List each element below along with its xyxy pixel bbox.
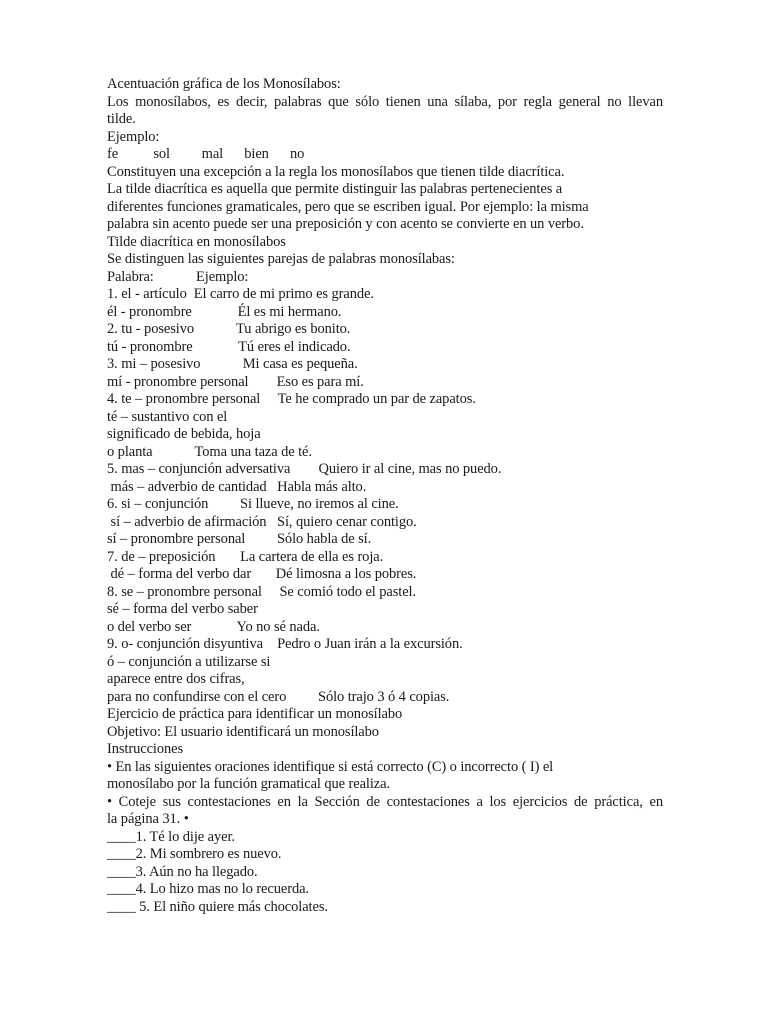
- example-words: fe sol mal bien no: [107, 146, 305, 162]
- text-line: Los monosílabos, es decir, palabras que sólo tienen una sílaba, por regla general no llevan: [107, 94, 663, 110]
- text-line: Se distinguen las siguientes parejas de palabras monosílabas:: [107, 251, 455, 267]
- pair-line: tú - pronombre Tú eres el indicado.: [107, 339, 351, 355]
- text-line: diferentes funciones gramaticales, pero que se escriben igual. Por ejemplo: la misma: [107, 199, 589, 215]
- instruction-text: monosílabo por la función gramatical que realiza.: [107, 776, 390, 792]
- pair-line: 9. o- conjunción disyuntiva Pedro o Juan irán a la excursión.: [107, 636, 463, 652]
- text-line: tilde.: [107, 111, 136, 127]
- pair-line: 6. si – conjunción Si llueve, no iremos al cine.: [107, 496, 399, 512]
- text-line: Ejemplo:: [107, 129, 160, 145]
- pair-line: dé – forma del verbo dar Dé limosna a los pobres.: [107, 566, 417, 582]
- pair-line: sí – adverbio de afirmación Sí, quiero cenar contigo.: [107, 514, 417, 530]
- pair-line: mí - pronombre personal Eso es para mí.: [107, 374, 364, 390]
- pair-line: 5. mas – conjunción adversativa Quiero ir al cine, mas no puedo.: [107, 461, 502, 477]
- instructions-heading: Instrucciones: [107, 741, 184, 757]
- pair-line: 7. de – preposición La cartera de ella es roja.: [107, 549, 384, 565]
- exercise-item: ____2. Mi sombrero es nuevo.: [107, 846, 282, 862]
- pair-line: 1. el - artículo El carro de mi primo es grande.: [107, 286, 374, 302]
- pair-line: sí – pronombre personal Sólo habla de sí.: [107, 531, 372, 547]
- exercise-item: ____3. Aún no ha llegado.: [107, 864, 258, 880]
- text-line: La tilde diacrítica es aquella que permite distinguir las palabras pertenecientes a: [107, 181, 563, 197]
- pair-line: sé – forma del verbo saber: [107, 601, 258, 617]
- exercise-heading: Ejercicio de práctica para identificar un monosílabo: [107, 706, 403, 722]
- pair-line: 3. mi – posesivo Mi casa es pequeña.: [107, 356, 358, 372]
- pair-line: él - pronombre Él es mi hermano.: [107, 304, 342, 320]
- pair-line: o planta Toma una taza de té.: [107, 444, 312, 460]
- exercise-item: ____ 5. El niño quiere más chocolates.: [107, 899, 328, 915]
- pair-line: para no confundirse con el cero Sólo trajo 3 ó 4 copias.: [107, 689, 450, 705]
- text-line: palabra sin acento puede ser una preposición y con acento se convierte en un verbo.: [107, 216, 584, 232]
- section-heading: Tilde diacrítica en monosílabos: [107, 234, 286, 250]
- instruction-bullet: • En las siguientes oraciones identifique si está correcto (C) o incorrecto ( I) el: [107, 759, 554, 775]
- document-title: Acentuación gráfica de los Monosílabos:: [107, 76, 341, 92]
- pair-line: ó – conjunción a utilizarse si: [107, 654, 271, 670]
- pair-line: más – adverbio de cantidad Habla más alto.: [107, 479, 367, 495]
- pair-line: 4. te – pronombre personal Te he comprado un par de zapatos.: [107, 391, 476, 407]
- exercise-item: ____4. Lo hizo mas no lo recuerda.: [107, 881, 309, 897]
- pair-line: té – sustantivo con el: [107, 409, 228, 425]
- pair-line: 8. se – pronombre personal Se comió todo el pastel.: [107, 584, 417, 600]
- text-line: Constituyen una excepción a la regla los monosílabos que tienen tilde diacrítica.: [107, 164, 565, 180]
- pair-line: significado de bebida, hoja: [107, 426, 261, 442]
- exercise-item: ____1. Té lo dije ayer.: [107, 829, 235, 845]
- pair-line: o del verbo ser Yo no sé nada.: [107, 619, 320, 635]
- objective-line: Objetivo: El usuario identificará un monosílabo: [107, 724, 379, 740]
- table-header: Palabra: Ejemplo:: [107, 269, 249, 285]
- pair-line: aparece entre dos cifras,: [107, 671, 245, 687]
- instruction-bullet: • Coteje sus contestaciones en la Sección de contestaciones a los ejercicios de práctica, en: [107, 794, 663, 810]
- pair-line: 2. tu - posesivo Tu abrigo es bonito.: [107, 321, 351, 337]
- instruction-text: la página 31. •: [107, 811, 189, 827]
